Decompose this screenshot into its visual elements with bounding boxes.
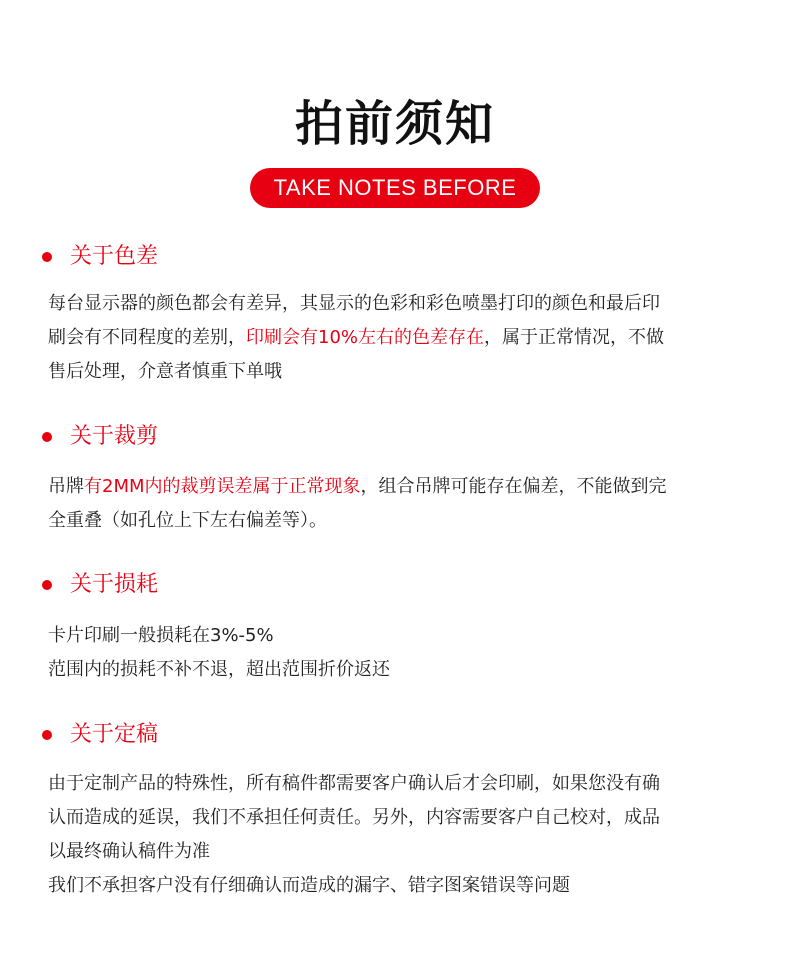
highlight-text: 有2MM内的裁剪误差属于正常现象 — [84, 476, 361, 497]
page-title: 拍前须知 — [294, 96, 495, 152]
section-header-final-draft — [42, 720, 158, 750]
bullet-dot-icon — [42, 252, 52, 262]
text-line: 认而造成的延误，我们不承担任何责任。另外，内容需要客户自己校对，成品 — [48, 807, 660, 828]
section-title: 关于定稿 — [70, 722, 159, 747]
highlight-text: 印刷会有10%左右的色差存在 — [246, 327, 485, 348]
section-body-cutting — [48, 470, 748, 538]
section-title: 关于裁剪 — [70, 424, 159, 449]
section-body-color-difference — [48, 287, 748, 389]
subtitle-badge: TAKE NOTES BEFORE — [250, 168, 540, 208]
section-header-loss — [42, 570, 158, 600]
text-line: 我们不承担客户没有仔细确认而造成的漏字、错字图案错误等问题 — [48, 875, 570, 896]
section-title: 关于色差 — [70, 244, 159, 269]
text-line: 刷会有不同程度的差别，印刷会有10%左右的色差存在，属于正常情况，不做 — [48, 327, 665, 348]
section-body-final-draft — [48, 767, 748, 903]
bullet-dot-icon — [42, 432, 52, 442]
section-header-cutting — [42, 422, 158, 452]
text-line: 全重叠（如孔位上下左右偏差等）。 — [48, 510, 327, 531]
bullet-dot-icon — [42, 730, 52, 740]
text-line: 以最终确认稿件为准 — [48, 841, 210, 862]
text-line: 吊牌有2MM内的裁剪误差属于正常现象，组合吊牌可能存在偏差，不能做到完 — [48, 476, 667, 497]
text-line: 由于定制产品的特殊性，所有稿件都需要客户确认后才会印刷，如果您没有确 — [48, 773, 660, 794]
section-title: 关于损耗 — [70, 572, 159, 597]
text-line: 卡片印刷一般损耗在3%-5% — [48, 625, 274, 646]
section-body-loss — [48, 619, 748, 687]
bullet-dot-icon — [42, 580, 52, 590]
text-line: 每台显示器的颜色都会有差异，其显示的色彩和彩色喷墨打印的颜色和最后印 — [48, 293, 660, 314]
text-line: 范围内的损耗不补不退，超出范围折价返还 — [48, 659, 390, 680]
text-line: 售后处理，介意者慎重下单哦 — [48, 361, 282, 382]
section-header-color-difference — [42, 242, 158, 272]
